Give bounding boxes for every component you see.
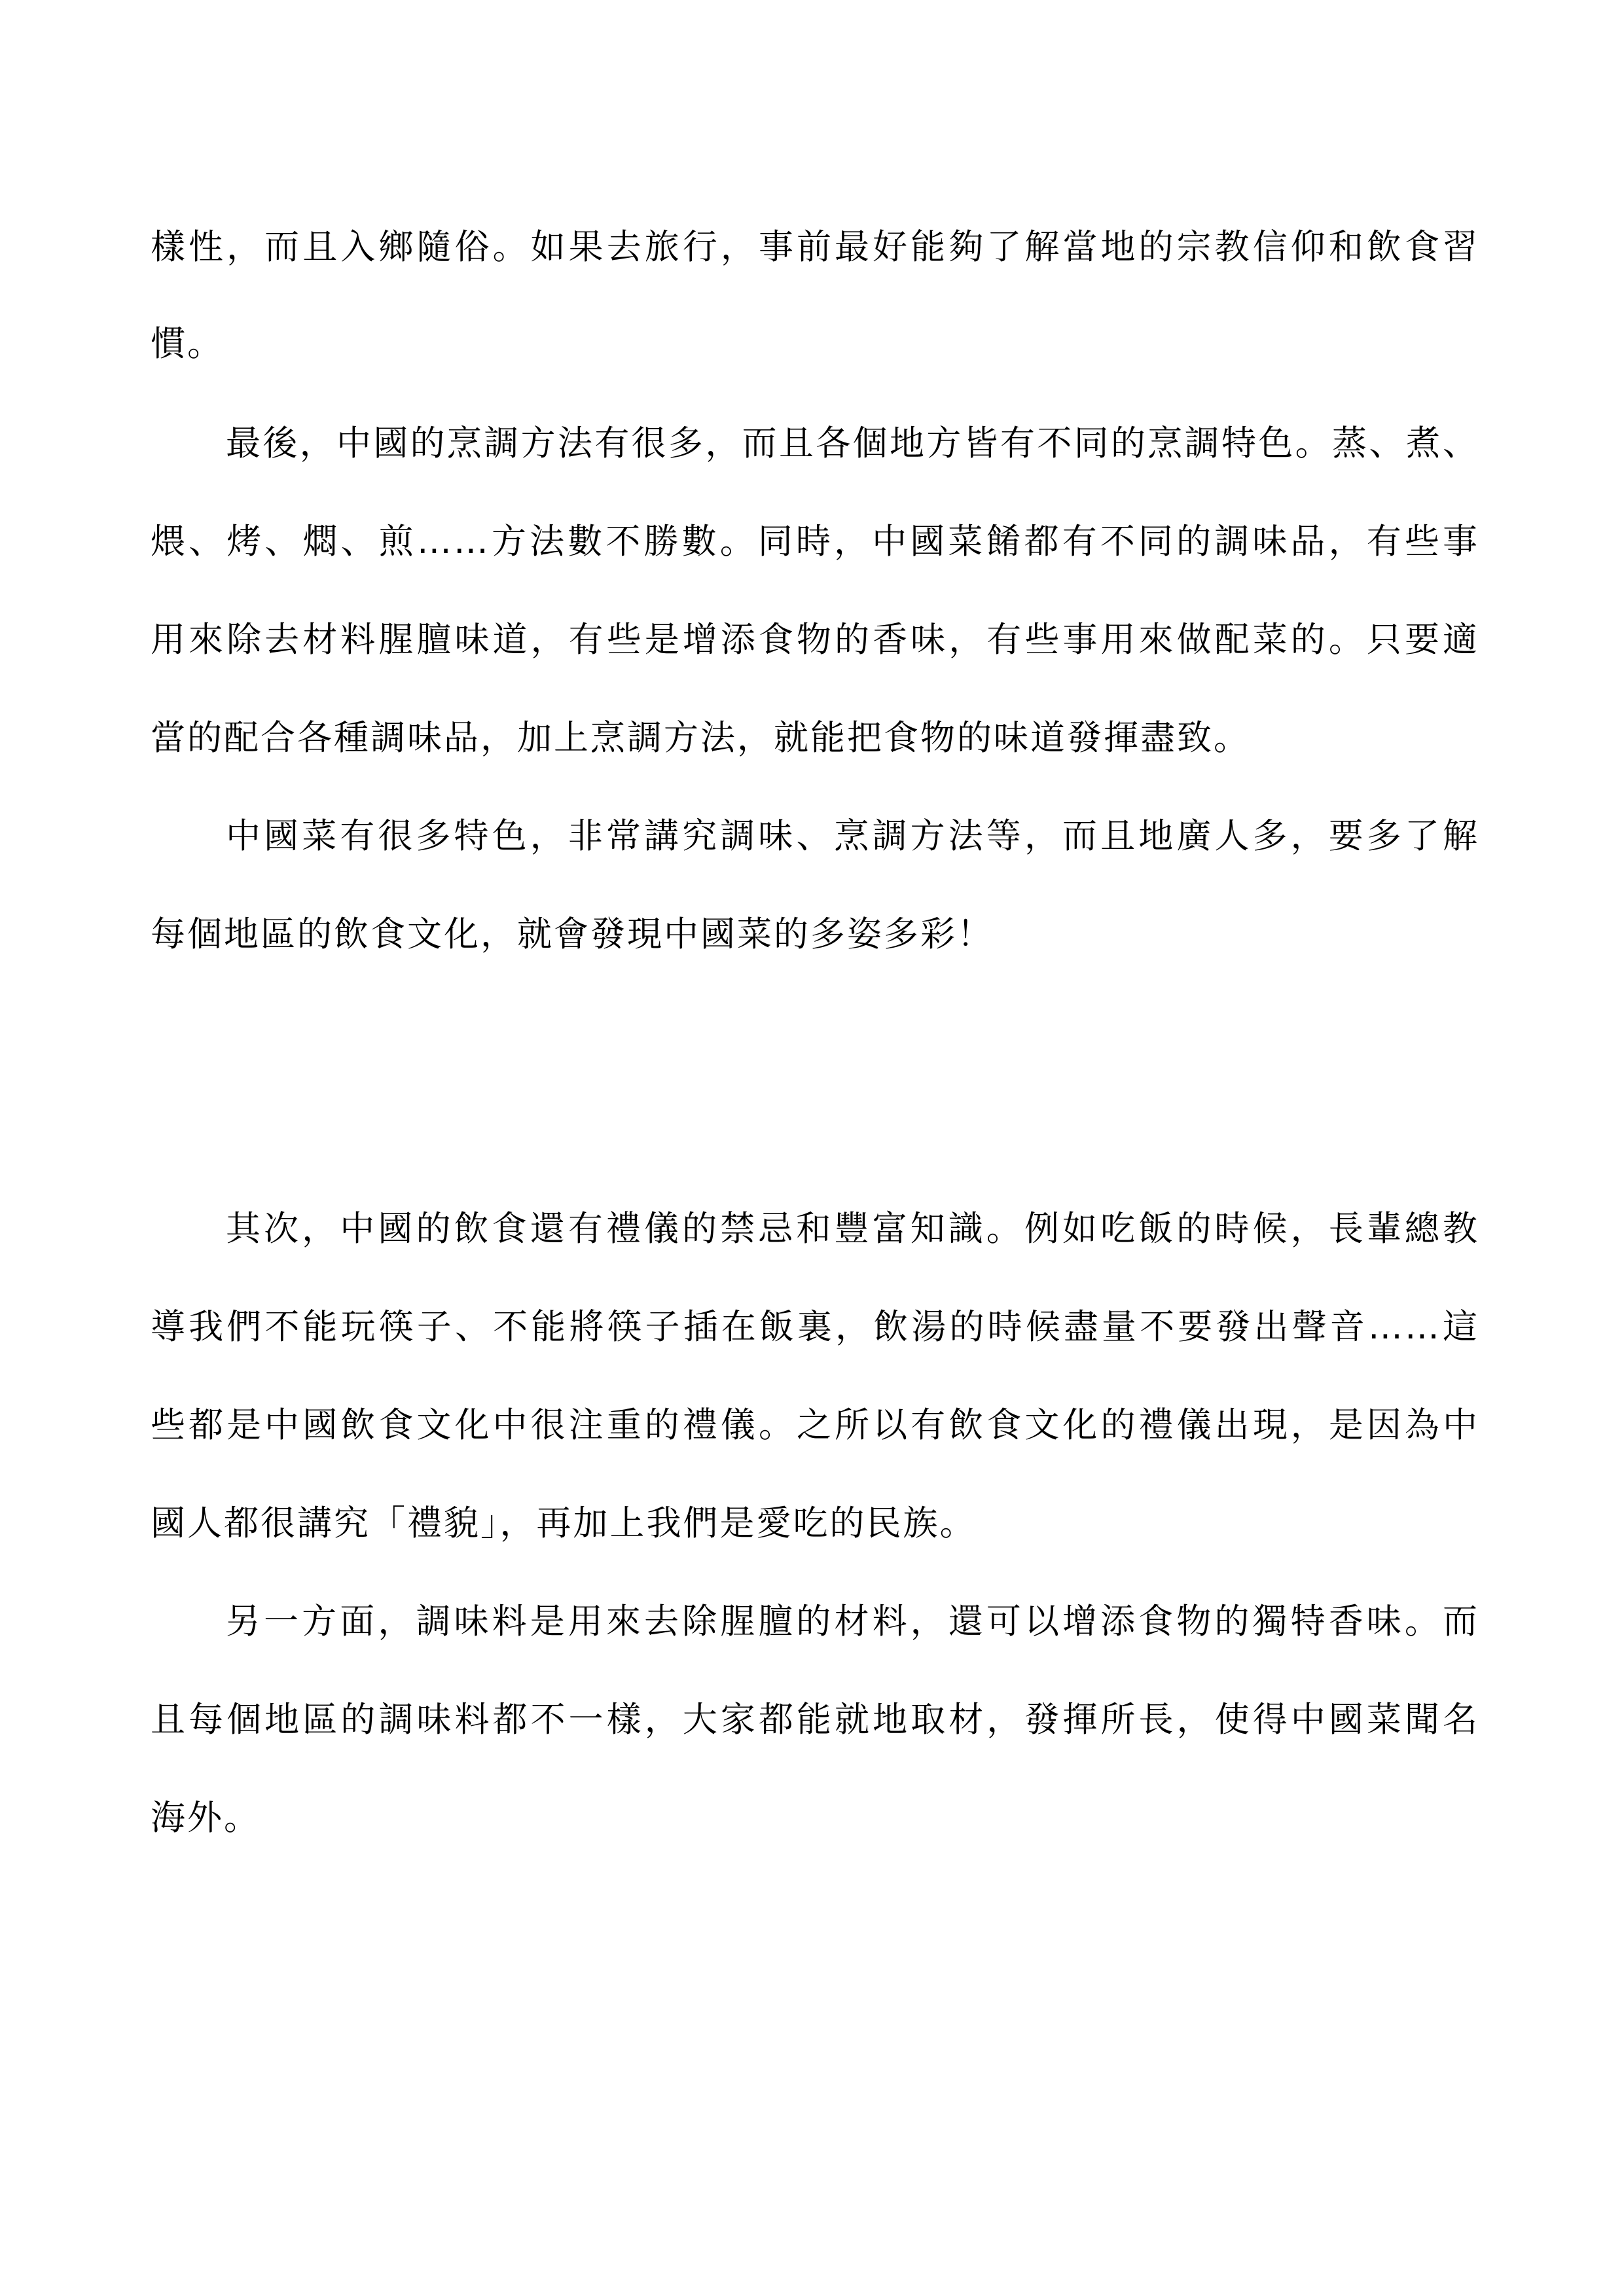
text-line: 國人都很講究「禮貌」，再加上我們是愛吃的民族。 xyxy=(151,1503,977,1543)
text-line: 用來除去材料腥膻味道，有些是增添食物的香味，有些事用來做配菜的。只要適 xyxy=(151,620,1479,660)
text-line: 當的配合各種調味品，加上烹調方法，就能把食物的味道發揮盡致。 xyxy=(151,718,1250,758)
text-line: 慣。 xyxy=(151,324,224,364)
text-line: 且每個地區的調味料都不一樣，大家都能就地取材，發揮所長，使得中國菜聞名 xyxy=(151,1700,1479,1740)
text-line: 其次，中國的飲食還有禮儀的禁忌和豐富知識。例如吃飯的時候，長輩總教 xyxy=(226,1209,1479,1249)
text-line: 另一方面，調味料是用來去除腥膻的材料，還可以增添食物的獨特香味。而 xyxy=(226,1602,1479,1641)
text-line: 海外。 xyxy=(151,1798,261,1838)
text-line: 每個地區的飲食文化，就會發現中國菜的多姿多彩！ xyxy=(151,914,994,954)
text-line: 最後，中國的烹調方法有很多，而且各個地方皆有不同的烹調特色。蒸、煮、 xyxy=(226,423,1479,463)
text-line: 些都是中國飲食文化中很注重的禮儀。之所以有飲食文化的禮儀出現，是因為中 xyxy=(151,1405,1479,1445)
text-line: 導我們不能玩筷子、不能將筷子插在飯裏，飲湯的時候盡量不要發出聲音……這 xyxy=(151,1307,1479,1347)
text-line: 煨、烤、燜、煎……方法數不勝數。同時，中國菜餚都有不同的調味品，有些事 xyxy=(151,522,1479,562)
text-line: 樣性，而且入鄉隨俗。如果去旅行，事前最好能夠了解當地的宗教信仰和飲食習 xyxy=(151,227,1479,267)
text-line: 中國菜有很多特色，非常講究調味、烹調方法等，而且地廣人多，要多了解 xyxy=(226,816,1479,856)
